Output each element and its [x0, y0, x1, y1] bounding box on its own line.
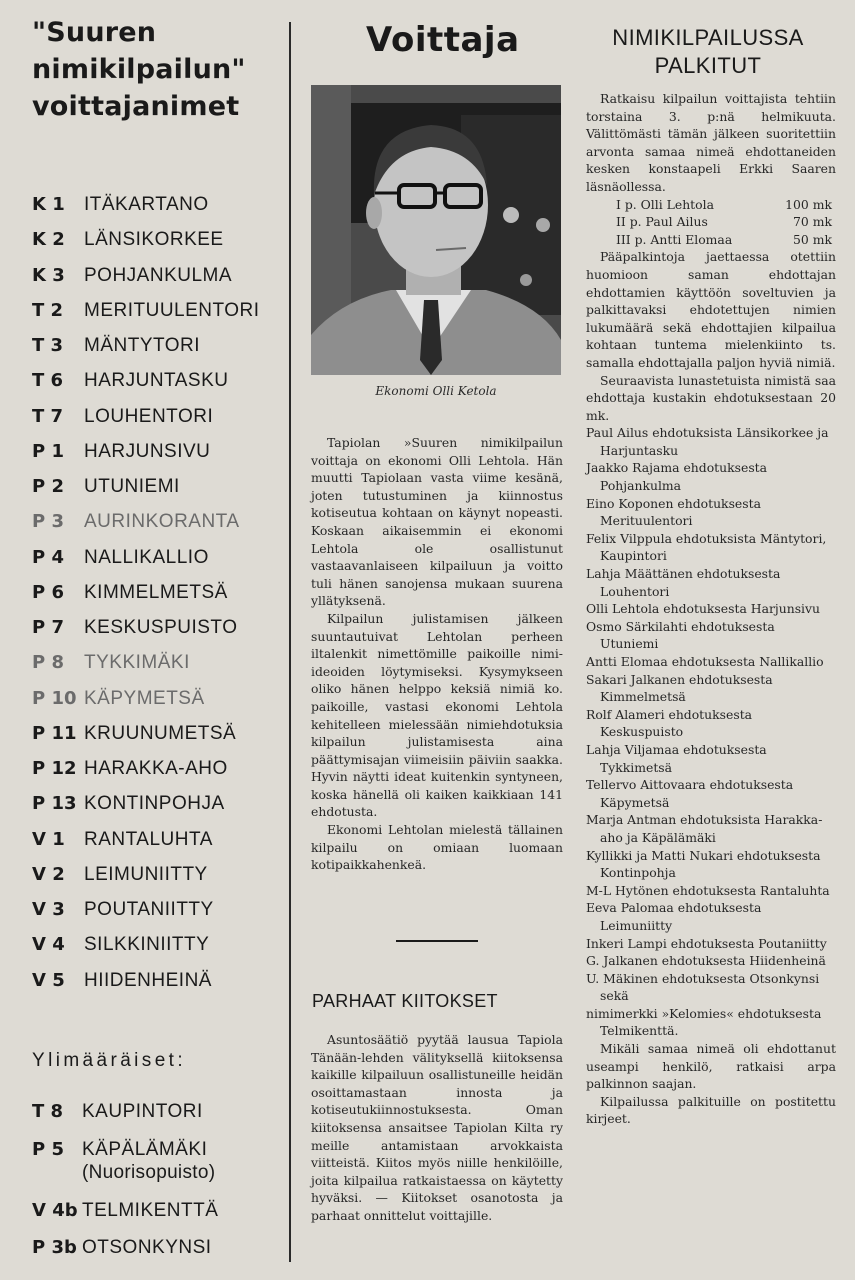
extra-name-row — [32, 1233, 212, 1263]
criteria-paragraph: Pääpalkintoja jaettaessa otettiin huomioon saman ehdottajan ehdottamien käyttöön soveltuvien ja palkittavaksi ehdotettujen nimien lukumäärä sekä ehdottajien kilpailua kohtaan tuntema mielenkiinto ts. samalla ehdottajalla paljon hyviä nimiä. — [586, 249, 836, 370]
entry-item: Jaakko Rajama ehdotuksesta Pohjankulma — [586, 460, 768, 494]
area-name: HARAKKA-AHO — [84, 758, 228, 779]
area-name: KIMMELMETSÄ — [84, 581, 228, 603]
area-name: KÄPYMETSÄ — [84, 687, 205, 709]
area-code: V 2 — [32, 863, 65, 885]
area-code: P 3b — [32, 1237, 77, 1258]
area-code: T 7 — [32, 405, 64, 427]
area-code: V 3 — [32, 899, 65, 920]
area-name: ITÄKARTANO — [84, 194, 209, 215]
area-name: LÄNSIKORKEE — [84, 229, 224, 251]
name-row — [32, 507, 240, 537]
prize-winners-text — [586, 90, 836, 1128]
winner-article-column — [300, 0, 568, 1280]
name-row — [32, 578, 228, 608]
thanks-paragraph: Asuntosäätiö pyytää lausua Tapiola Tänään-lehden välityksellä kiitoksensa kaikille kilpailuun osallistuneille heidän osoittamastaan innosta ja kotiseutukiinnostuksesta. Oman kiitoksensa ansaitsee Tapiolan Kilta ry meille antamistaan arvokkaista viitteistä. Kiitos myös niille henkilöille, joita kilpailua ratkaistaessa on käytetty hyväksi. — Kiitokset osanotosta ja parhaat onnittelut voittajille. — [311, 1032, 563, 1223]
extra-name-row — [32, 1097, 203, 1127]
column-divider — [289, 22, 291, 1262]
area-code: P 10 — [32, 687, 77, 709]
area-name: UTUNIEMI — [84, 476, 180, 497]
area-name: MERITUULENTORI — [84, 299, 260, 321]
portrait-image — [311, 85, 561, 375]
prize-winners-title — [568, 24, 848, 80]
entry-item: Eeva Palomaa ehdotuksesta Leimuniitty — [586, 900, 762, 933]
area-code: K 3 — [32, 264, 65, 286]
thanks-heading: PARHAAT KIITOKSET — [312, 991, 498, 1011]
area-name: HIIDENHEINÄ — [84, 969, 212, 991]
area-name: NALLIKALLIO — [84, 546, 209, 568]
entry-item: M-L Hytönen ehdotuksesta Rantaluhta — [586, 882, 830, 898]
article-paragraph: Kilpailun julistamisen jälkeen suuntautuivat Lehtolan perheen iltalenkit nimettömille paikoille nimi-ideoiden löytymiseksi. Kysymykseen oliko hänen helppo keksiä nimiä ko. paikoille, vastasi ekonomi Lehtola kehitelleen mielessään nimiehdotuksia kilpailun julistamisesta aina päättymisajan viimeisiin päiviin saakka. Hyvin näytti ideat kuitenkin syntyneen, koska hänellä oli kaiken kaikkiaan 141 ehdotusta. — [311, 610, 563, 820]
photo-caption: Ekonomi Olli Ketola — [375, 384, 497, 398]
article-paragraph: Tapiolan »Suuren nimikilpailun voittaja on ekonomi Olli Lehtola. Hän muutti Tapiolaan vasta viime kesänä, joten tutustuminen ja kiinnostus kotiseutua kohtaan on käynyt nopeasti. Koskaan aikaisemmin ei ekonomi Lehtola ole osallistunut vastaavanlaiseen kilpailuun ja voitto tuli hänen sanojensa mukaan suurena yllätyksenä. — [311, 435, 563, 609]
area-name: OTSONKYNSI — [82, 1237, 212, 1258]
entry-item: Olli Lehtola ehdotuksesta Harjunsivu — [586, 601, 821, 617]
name-row — [32, 825, 213, 855]
extra-names-heading: Ylimääräiset: — [32, 1050, 187, 1071]
name-row — [32, 860, 208, 890]
name-row — [32, 719, 236, 749]
prize-row — [586, 213, 836, 231]
entry-item: Osmo Särkilahti ehdotuksesta Utuniemi — [586, 618, 775, 652]
prize-row — [586, 231, 836, 249]
entry-item: Kyllikki ja Matti Nukari ehdotuksesta Kontinpohja — [586, 847, 821, 881]
prize-place: III p. Antti Elomaa — [616, 231, 733, 247]
area-name: TYKKIMÄKI — [84, 652, 190, 674]
title-line: NIMIKILPAILUSSA — [612, 25, 804, 50]
title-line: nimikilpailun" — [32, 54, 246, 85]
area-code: P 2 — [32, 476, 64, 497]
extra-name-row — [32, 1135, 207, 1165]
winner-article-text — [311, 434, 563, 874]
area-name: KONTINPOHJA — [84, 793, 225, 815]
name-row — [32, 402, 213, 432]
name-row — [32, 331, 200, 361]
rewarded-entries-list — [586, 424, 836, 1040]
area-code: K 2 — [32, 229, 65, 251]
area-code: P 13 — [32, 793, 77, 815]
name-row — [32, 895, 214, 925]
prize-list — [586, 196, 836, 249]
area-code: P 1 — [32, 440, 64, 462]
name-row — [32, 190, 209, 220]
entry-item: Paul Ailus ehdotuksista Länsikorkee ja Harjuntasku — [586, 425, 829, 458]
name-row — [32, 930, 209, 960]
name-row — [32, 684, 205, 714]
area-name: TELMIKENTTÄ — [82, 1200, 219, 1221]
entry-item: Antti Elomaa ehdotuksesta Nallikallio — [586, 654, 824, 669]
prize-place: I p. Olli Lehtola — [616, 196, 714, 212]
area-name: MÄNTYTORI — [84, 335, 201, 356]
area-name: KÄPÄLÄMÄKI — [82, 1139, 208, 1160]
title-line: voittajanimet — [32, 91, 240, 122]
portrait-photo — [311, 85, 561, 375]
area-name: LOUHENTORI — [84, 405, 214, 427]
area-code: P 6 — [32, 581, 64, 603]
area-name: KRUUNUMETSÄ — [84, 722, 237, 744]
name-row — [32, 366, 229, 396]
title-line: PALKITUT — [654, 53, 762, 78]
entry-item: Lahja Viljamaa ehdotuksesta Tykkimetsä — [586, 741, 767, 775]
area-code: V 5 — [32, 969, 65, 991]
area-code: T 3 — [32, 335, 64, 356]
prize-amount: 70 mk — [793, 214, 832, 230]
name-row — [32, 296, 260, 326]
winner-article-title: Voittaja — [366, 20, 520, 60]
thanks-text-block — [311, 1031, 563, 1225]
prize-amount: 50 mk — [793, 231, 832, 247]
name-row — [32, 966, 212, 996]
area-code: V 1 — [32, 828, 65, 850]
title-line: "Suuren — [32, 17, 157, 48]
entry-item: Eino Koponen ehdotuksesta Merituulentori — [586, 495, 761, 529]
entry-item: Felix Vilppula ehdotuksista Mäntytori, Kaupintori — [586, 530, 827, 564]
area-code: P 5 — [32, 1139, 64, 1160]
area-code: T 2 — [32, 299, 64, 321]
prize-amount: 100 mk — [785, 196, 832, 212]
entry-item: U. Mäkinen ehdotuksesta Otsonkynsi sekä — [586, 970, 820, 1004]
entry-item: Rolf Alameri ehdotuksesta Keskuspuisto — [586, 706, 753, 740]
name-row — [32, 754, 228, 784]
lottery-paragraph: Mikäli samaa nimeä oli ehdottanut useampi henkilö, ratkaisi arpa palkinnon saajan. — [586, 1041, 836, 1092]
name-row — [32, 613, 237, 643]
area-subtitle: (Nuorisopuisto) — [82, 1162, 216, 1183]
name-row — [32, 225, 224, 255]
area-name: HARJUNSIVU — [84, 440, 211, 462]
area-code: P 3 — [32, 511, 64, 533]
area-code: V 4 — [32, 934, 65, 956]
entry-item: Inkeri Lampi ehdotuksesta Poutaniitty — [586, 935, 827, 951]
article-paragraph: Ekonomi Lehtolan mielestä tällainen kilpailu on omiaan luomaan kotipaikkahenkeä. — [311, 822, 563, 873]
area-name: LEIMUNIITTY — [84, 863, 208, 885]
area-name: AURINKORANTA — [84, 511, 240, 533]
area-name: HARJUNTASKU — [84, 370, 229, 392]
entry-item: Lahja Määttänen ehdotuksesta Louhentori — [586, 566, 781, 599]
area-name: KAUPINTORI — [82, 1101, 203, 1122]
area-code: K 1 — [32, 194, 65, 215]
entry-item: nimimerkki »Kelomies« ehdotuksesta Telmikenttä. — [586, 1005, 822, 1039]
name-row — [32, 261, 232, 291]
winner-names-column — [0, 0, 290, 1280]
letters-paragraph: Kilpailussa palkituille on postitettu kirjeet. — [586, 1093, 836, 1127]
area-code: V 4b — [32, 1200, 78, 1221]
name-row — [32, 472, 180, 502]
payment-paragraph: Seuraavista lunastetuista nimistä saa ehdottaja kustakin ehdotuksestaan 20 mk. — [586, 372, 836, 423]
prize-row — [586, 196, 836, 214]
area-code: P 4 — [32, 546, 64, 568]
winner-names-title — [32, 14, 282, 125]
entry-item: Sakari Jalkanen ehdotuksesta Kimmelmetsä — [586, 671, 773, 705]
area-code: P 7 — [32, 617, 64, 638]
area-name: POUTANIITTY — [84, 899, 214, 920]
prize-place: II p. Paul Ailus — [616, 214, 708, 230]
prize-winners-column — [568, 0, 855, 1280]
section-rule — [396, 940, 478, 942]
area-code: P 8 — [32, 652, 64, 674]
name-row — [32, 543, 209, 573]
entry-item: Marja Antman ehdotuksista Harakka-aho ja Käpälämäki — [586, 812, 823, 845]
entry-item: G. Jalkanen ehdotuksesta Hiidenheinä — [586, 953, 826, 969]
area-name: RANTALUHTA — [84, 828, 213, 850]
extra-name-row — [32, 1196, 218, 1226]
name-row — [32, 648, 190, 678]
area-code: P 12 — [32, 758, 77, 779]
name-row — [32, 437, 210, 467]
area-name: POHJANKULMA — [84, 264, 233, 286]
area-name: SILKKINIITTY — [84, 934, 210, 956]
area-code: P 11 — [32, 722, 77, 744]
area-name: KESKUSPUISTO — [84, 617, 238, 638]
area-code: T 8 — [32, 1101, 64, 1122]
name-row — [32, 789, 225, 819]
intro-paragraph: Ratkaisu kilpailun voittajista tehtiin torstaina 3. p:nä helmikuuta. Välittömästi tämän jälkeen suoritettiin arvonta samaa nimeä ehdottaneiden kesken konstaapeli Erkki Saaren läsnäollessa. — [586, 91, 836, 194]
area-code: T 6 — [32, 370, 64, 392]
entry-item: Tellervo Aittovaara ehdotuksesta Käpymetsä — [586, 777, 794, 810]
